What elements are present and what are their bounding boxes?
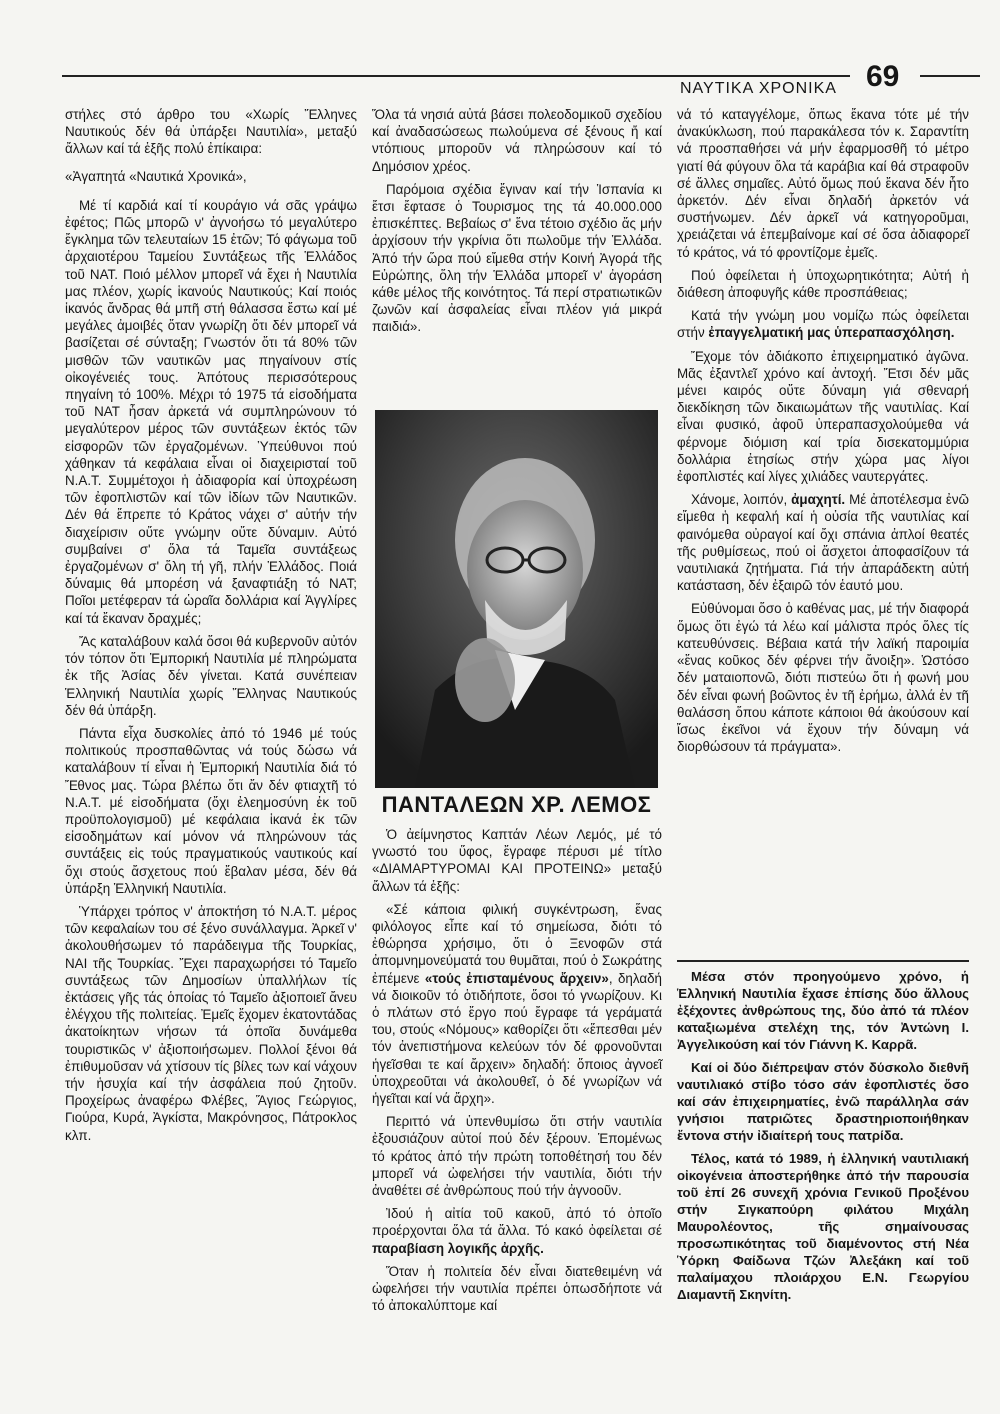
col3-paragraph: Ἔχομε τόν ἀδιάκοπο ἐπιχειρηματικό ἀγῶνα. Μᾶς ἐξαντλεῖ χρόνο καί ἀντοχή. Ἔτσι δέν μᾶς μένει καιρός οὔτε δύναμη γιά σθεναρή διεκδίκηση τῶν δικαιωμάτων τῆς ναυτιλίας. Καί εἶναι φυσικό, ἀφοῦ ὑπεραπασχολούμεθα νά φέρνομε διόμιση καί τρία δισεκατομμύρια δολλάρια ἐτησίως στήν χώρα μας λίγοι ἐφοπλιστές καί λίγες χιλιάδες ναυτεργάτες. [677, 348, 969, 485]
col2-paragraph: Παρόμοια σχέδια ἔγιναν καί τήν Ἱσπανία κι ἔτσι ἔφτασε ὁ Τουρισμος της τά 40.000.000 ἐπισκέπτες. Βεβαίως σ' ἕνα τέτοιο σχέδιο ἄς μήν ἀρχίσουν τήν γκρίνια ὅτι πωλοῦμε τήν Ἑλλάδα. Ἀπό τήν ὥρα πού εἴμεθα στήν Κοινή Ἀγορά τῆς Εὐρώπης, ὅλη τήν Ἑλλάδα μπορεῖ ν' ἀγοράση κάθε μέλος τῆς κοινότητος. Τά περί στρατιωτικῶν ζωνῶν καί ἀσφαλείας εἶναι πλέον γιά μικρά παιδιά». [372, 181, 662, 335]
quote-text: «Σέ κάποια φιλική συγκέντρωση, ἕνας φιλόλογος εἶπε καί τό σημείωσα, διότι τό ἐθώρησα χρήσιμο, ὅτι ὁ Ξενοφῶν στά ἀπομνημονεύματά του θυμᾶται, πού ὁ Σωκράτης ἐπέμενε [372, 901, 662, 986]
photo-caption: ΠΑΝΤΑΛΕΩΝ ΧΡ. ΛΕΜΟΣ [381, 792, 652, 817]
paragraph-text: Ἰδού ἡ αἰτία τοῦ κακοῦ, ἀπό τό ὁποῖο προέρχονται ὅλα τά ἄλλα. Τό κακό ὀφείλεται σέ [372, 1206, 662, 1239]
col1-salutation: «Ἀγαπητά «Ναυτικά Χρονικά», [65, 168, 247, 184]
col3-paragraph [677, 491, 969, 594]
box-paragraph: Καί οἱ δύο διέπρεψαν στόν δύσκολο διεθνῆ ναυτιλιακό στίβο τόσο σάν ἐφοπλιστές ὅσο καί σάν ἐπιχειρηματίες, ἐνῶ παράλληλα σάν γνήσιοι πατριῶτες δραστηριοποιήθηκαν ἔντονα στήν ἰδιαίτερή τους πατρίδα. [677, 1060, 969, 1143]
box-paragraph: Μέσα στόν προηγούμενο χρόνο, ἡ Ἑλληνική Ναυτιλία ἔχασε ἐπίσης δύο ἄλλους ἐξέχοντες ἀνθρώπους της, δύο ἀπό τά πλέον καταξιωμένα στελέχη της, τόν Ἀντώνη Ι. Ἀγγελικούση καί τόν Γιάννη Κ. Καρρᾶ. [677, 969, 969, 1052]
col3-paragraph: νά τό καταγγέλομε, ὅπως ἔκανα τότε μέ τήν ἀνακύκλωση, πού παρακάλεσα τόν κ. Σαραντίτη νά προσπαθήσει νά μήν ἐφαρμοσθῆ τό μέτρο γιατί θά φύγουν ὅλα τά καράβια καί θά στραφοῦν σέ ἄλλες σημαῖες. Αὐτό ὅμως πού ἔκανα δέν ἦτο ἀρκετόν. Δέν εἶναι δηλαδή ἀρκετόν νά συστήνωμεν. Δέν ἀρκεῖ νά κατηγοροῦμαι, χρειάζεται νά ἐπεμβαίνομε καί σέ ὅσα ἀδιαφορεῖ τό κράτος, νά τό φροντίζομε ἐμεῖς. [677, 107, 969, 260]
column-2-bottom [372, 826, 662, 1320]
obituary-box [677, 968, 969, 1309]
portrait-photo [375, 410, 658, 788]
col2-paragraph: Ὅταν ἡ πολιτεία δέν εἶναι διατεθειμένη νά ὠφελήσει τήν ναυτιλία πρέπει ὁπωσδήποτε νά τό ἀποκαλύπτομε καί [372, 1263, 662, 1314]
col1-paragraph: Ὑπάρχει τρόπος ν' ἀποκτήση τό Ν.Α.Τ. μέρος τῶν κεφαλαίων του σέ ξένο συνάλλαγμα. Ἀρκεῖ ν' ἀκολουθήσωμεν τό παράδειγμα τῆς Τουρκίας, ΝΑΙ τῆς Τουρκίας. Ἔχει παραχωρήσει τό Ταμεῖο συντάξεως τῶν Δημοσίων ὑπαλλήλων τίς ἐκτάσεις γῆς τάς ὁποίας τό Ταμεῖο ἀξιοποιεῖ ἄνευ ἐλέγχου τῆς πολιτείας. Ἐμεῖς ἔχομεν ἑκατοντάδας ἀκατοίκητων νήσων τά ὁποῖα δυνάμεθα τουριστικῶς ν' ἀξιοποιήσωμεν. Πολλοί ξένοι θά ἐπιθυμοῦσαν νά χτίσουν τίς βίλες των καί νάχουν τήν ἡσυχία καί τήν ἀσφάλεια πού ζητοῦν. Προχείρως ἀναφέρω Φλέβες, Ἅγιος Γεώργιος, Γιούρα, Κυρά, Ἀγκίστα, Μακρόνησος, Πάτροκλος κλπ. [65, 903, 357, 1143]
col3-paragraph [677, 307, 969, 341]
col2-paragraph [372, 1205, 662, 1257]
col3-paragraph: Πού ὀφείλεται ἡ ὑποχωρητικότητα; Αὐτή ἡ διάθεση ἀποφυγῆς κάθε προσπάθειας; [677, 267, 969, 301]
paragraph-bold: ἐπαγγελματική μας ὑπεραπασχόληση. [708, 325, 955, 341]
header-rule-right [920, 75, 980, 77]
col3-paragraph: Εὐθύνομαι ὅσο ὁ καθένας μας, μέ τήν διαφορά ὅμως ὅτι ἐγώ τά λέω καί μάλιστα πρός ὅλες τίς κατευθύνσεις. Βέβαια κατά τήν λαϊκή παροιμία «ἕνας κοῦκος δέν φέρνει τήν ἄνοιξη». Ὡστόσο δέν ματαιοπονῶ, διότι πιστεύω ὅτι ἡ φωνή μου δέν εἶναι φωνή βοῶντος ἐν τῆ ἐρήμω, ἀλλά ἐν τῆ θαλάσση ὅπου κάποτε κάποιοι θά ἀκούσουν καί ἴσως ἐκεῖνοι νά ἔχουν τήν δύναμη νά διορθώσουν τά πράγματα». [677, 601, 969, 755]
paragraph-bold: ἀμαχητί. [791, 492, 846, 508]
col2-quote [372, 901, 662, 1107]
box-rule [677, 960, 969, 962]
col1-paragraph: Πάντα εἶχα δυσκολίες ἀπό τό 1946 μέ τούς πολιτικούς προσπαθῶντας νά τούς δώσω νά καταλάβουν τί εἶναι ἡ Ἐμπορική Ναυτιλία διά τό Ἔθνος μας. Τώρα βλέπω ὅτι ἄν δέν φτιαχτῆ τό Ν.Α.Τ. μέ εἰσοδήματα (ὄχι ἐλεημοσύνη ἐκ τοῦ προϋπολογισμοῦ) μέ κεφάλαια ἱκανά ἐκ τῶν εἰσοδημάτων καί μόνον νά πληρώνουν τάς συντάξεις εἰς τούς πραγματικούς ναυτικούς καί ὄχι στούς ἄσχετους πού ἔβαλαν μέσα, δέν θά ὑπάρξη Ἑλληνική Ναυτιλία. [65, 725, 357, 896]
column-1 [65, 106, 357, 1150]
col2-paragraph: Περιττό νά ὑπενθυμίσω ὅτι στήν ναυτιλία ἐξουσιάζουν αὐτοί πού δέν ξέρουν. Ἑπομένως τό κράτος ἀπό τήν πρώτη τοποθέτησή του δέν μπορεῖ νά ὠφελήσει τήν ναυτιλία, διότι τήν ἀναθέτει σέ ἀνθρώπους πού τήν ἀγνοοῦν. [372, 1114, 662, 1199]
box-paragraph: Τέλος, κατά τό 1989, ἡ ἑλληνική ναυτιλιακή οἰκογένεια ἀποστερήθηκε ἀπό τήν παρουσία τοῦ ἐπί 26 συνεχῆ χρόνια Γενικοῦ Προξένου στήν Σιγκαπούρη φιλάτου Μιχάλη Μαυρολέοντος, τῆς σημαίνουσας προσωπικότητας τοῦ διαμένοντος στή Νέα Ὑόρκη Φαίδωνα Τζών Ἀλεξάκη καί τοῦ παλαίμαχου πλοιάρχου Ε.Ν. Γεωργίου Διαμαντῆ Σκηνίτη. [677, 1151, 969, 1302]
paragraph-text: Μέ ἀποτέλεσμα ἐνῶ εἴμεθα ἡ κεφαλή καί ἡ οὐσία τῆς ναυτιλίας καί φαινόμεθα οὐραγοί καί ὄχι σπάνια ἀπλοί θεατές τῆς ρυθμίσεως, πού οἱ ἄσχετοι ἀποφασίζουν τά ναυτιλιακά ζητήματα. Γιά τήν ἀπαράδεκτη αὐτή κατάσταση, δέν ἐξαιρῶ τόν ἑαυτό μου. [677, 492, 969, 594]
col1-paragraph: στήλες στό άρθρο του «Χωρίς Ἕλληνες Ναυτικούς δέν θά ὑπάρξει Ναυτιλία», μεταξύ ἄλλων καί τά ἑξῆς πολύ ἐπίκαιρα: [65, 107, 357, 157]
col2-paragraph: Ὅλα τά νησιά αὐτά βάσει πολεοδομικοῦ σχεδίου καί ἀναδασώσεως πωλούμενα σέ ξένους ἤ καί ντόπιους μποροῦν νά πληρώσουν καί τό Δημόσιον χρέος. [372, 107, 662, 174]
paragraph-text: Κατά τήν γνώμη μου νομίζω πώς ὀφείλεται στήν [677, 308, 969, 341]
col1-paragraph: Ἄς καταλάβουν καλά ὅσοι θά κυβερνοῦν αὐτόν τόν τόπον ὅτι Ἐμπορική Ναυτιλία μέ πληρώματα ἐκ τῆς Ἀσίας δέν γίνεται. Κατά συνέπειαν Ἑλληνική Ναυτιλία χωρίς Ἕλληνας Ναυτικούς δέν θά ὑπάρξη. [65, 633, 357, 718]
quote-text: , δηλαδή νά διοικοῦν τό ὁτιδήποτε, ὅσοι τό γνωρίζουν. Κι ὁ πλάτων στό ἔργο πού ἔγραφε τά γεράματά του, στούς «Νόμους» καθορίζει ὅτι «ἕπεσθαι μέν τόν ἀνεπιστήμονα κελεύων τόν δέ φρονοῦνται ἡγεῖσθαι τε καί ἄρχειν» δηλαδή: ὅποιος ἀγνοεῖ ὑποχρεοῦται νά ἀκολουθεῖ, ὁ δέ γνωρίζων νά ἡγεῖται καί νά ἄρχη». [372, 970, 662, 1107]
header-rule-left [62, 75, 850, 77]
paragraph-text: Χάνομε, λοιπόν, [691, 492, 792, 508]
column-3 [677, 106, 969, 761]
col1-paragraph: Μέ τί καρδιά καί τί κουράγιο νά σᾶς γράψω ἐφέτος; Πῶς μπορῶ ν' ἀγνοήσω τό μεγαλύτερο ἔγκλημα τῶν τελευταίων 15 ἐτῶν; Τό φάγωμα τοῦ ἀρχαιοτέρου Ταμείου Συντάξεως τῆς Ἑλλάδος τοῦ ΝΑΤ. Ποιό μέλλον μπορεῖ νά ἔχει ἡ Ναυτιλία μας πλέον, χωρίς ἱκανούς Ναυτικούς; Καί ποιός ἱκανός ἄνδρας θά μπῆ στή θάλασσα ἔστω καί μέ μεγάλες ἀμοιβές ὅταν γνωρίζη ὅτι δέν μπορεῖ νά βασίζεται σέ σύνταξη; Γνωστόν ὅτι τά 80% τῶν μισθῶν τῶν ναυτικῶν μας πηγαίνουν στίς οἰκογένειές τους. Ἀπότους περισσότερους πηγαίνη τό 100%. Μέχρι τό 1975 τά εἰσοδήματα τοῦ ΝΑΤ ἦσαν ἀρκετά νά συμπληρώνουν τό μεγαλύτερον μέρος τῶν συντάξεων ἐκτός τῶν εἰσφορῶν τῶν ἐργαζομένων. Ὑπεύθυνοι πού χάθηκαν τά κεφάλαια εἶναι οἱ διαχειρισταί τοῦ Ν.Α.Τ. Συμμέτοχοι ἡ ἀδιαφορία καί ὑποχρέωση τῶν ἐφοπλιστῶν καί τῶν ἰδίων τῶν Ναυτικῶν. Δέν θά ἔπρεπε τό Κράτος νάχει σ' αὐτήν τήν διαχείρισιν οὔτε γνώμην οὔτε δύναμιν. Αὐτό συμβαίνει σ' ὅλα τά Ταμεῖα συντάξεως ἐργαζομένων σ' ὅλη τή γῆ, πλήν Ἑλλάδος. Ποιά δύναμις θά μπορέση νά ξαναφτιάξη τό ΝΑΤ; Ποῖοι μετέφεραν τά ὡραῖα δολλάρια καί Ἀγγλίρες καί τά ἔκαναν δραχμές; [65, 197, 357, 626]
col2-paragraph: Ὁ ἀείμνηστος Καπτάν Λέων Λεμός, μέ τό γνωστό του ὕφος, ἔγραφε πέρυσι μέ τίτλο «ΔΙΑΜΑΡΤΥΡΟΜΑΙ ΚΑΙ ΠΡΟΤΕΙΝΩ» μεταξύ ἄλλων τά ἑξῆς: [372, 827, 662, 894]
paragraph-bold: παραβίαση λογικῆς ἀρχῆς. [372, 1240, 544, 1256]
column-2-top [372, 106, 662, 342]
page-number: 69 [866, 60, 900, 93]
quote-bold: «τούς ἐπισταμένους ἄρχειν» [424, 970, 609, 986]
magazine-title: ΝΑΥΤΙΚΑ ΧΡΟΝΙΚΑ [680, 80, 837, 97]
